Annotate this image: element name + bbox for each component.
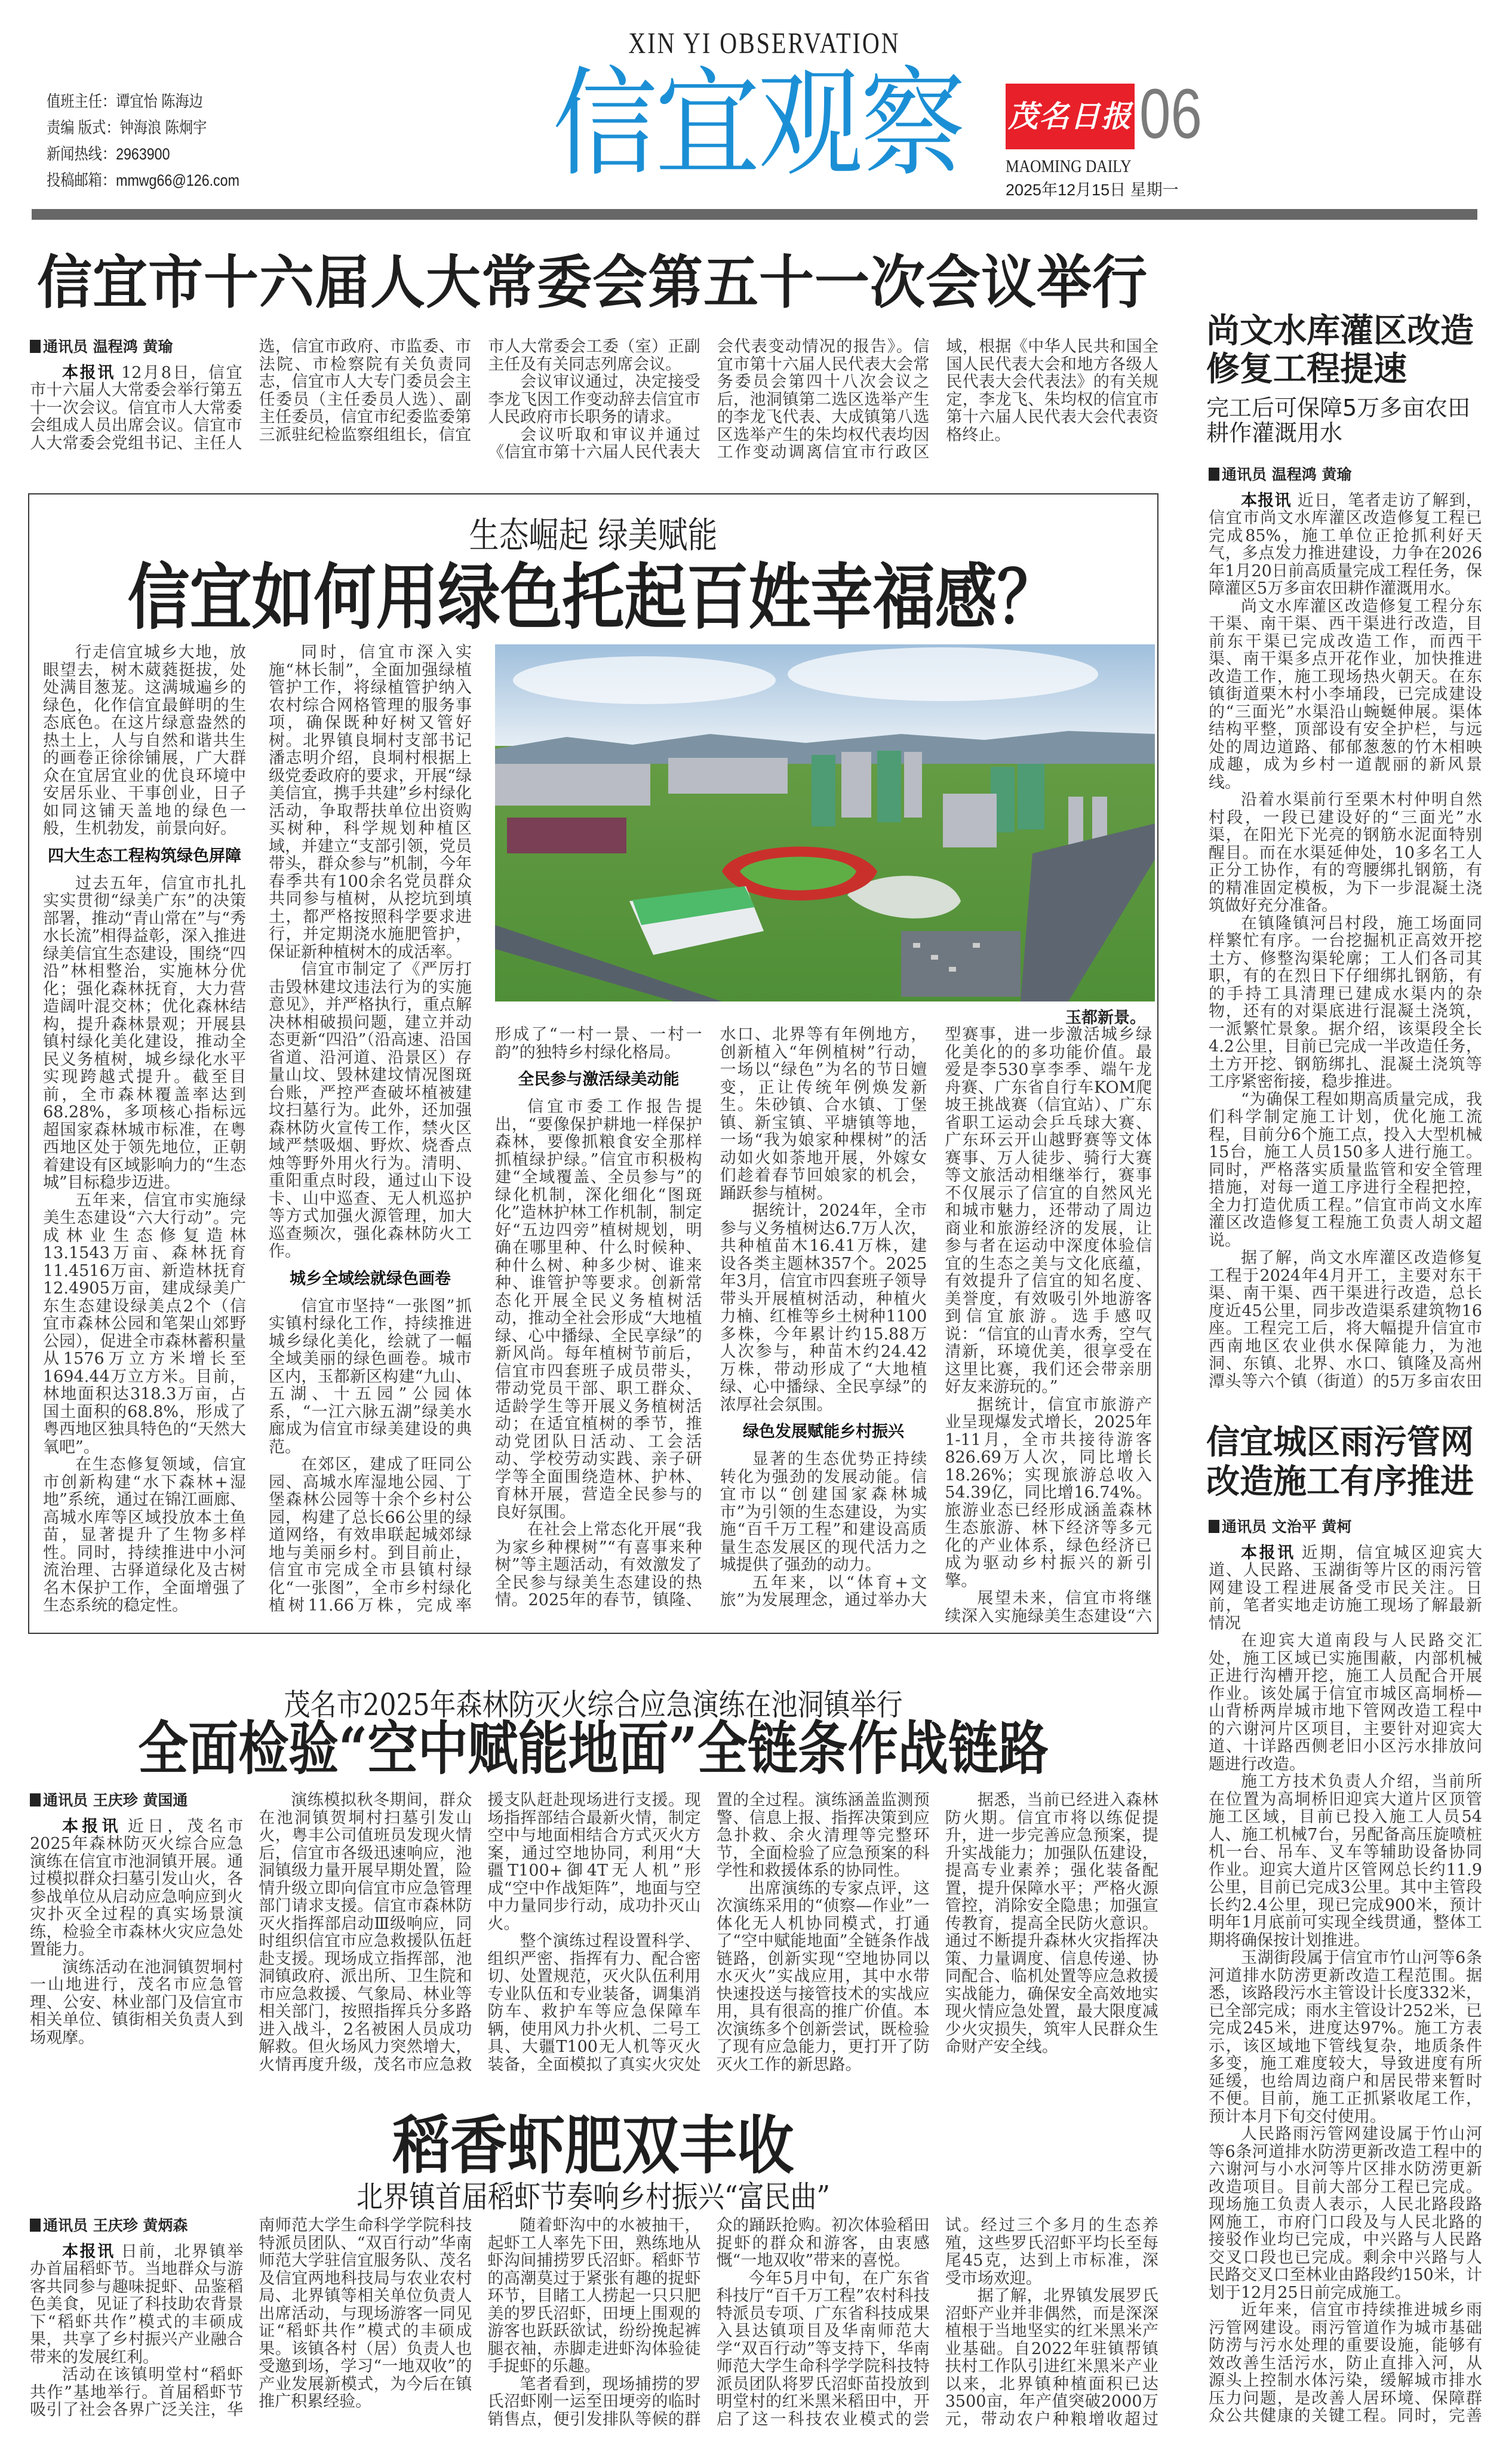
paragraph: [43, 1456, 246, 1615]
paragraph: [717, 1880, 930, 2074]
paragraph-text: 信宜市制定了《严厉打击毁林建坟违法行为的实施意见》，并严格执行，重点解决林相破损问题，建立并动态更新“四沿”（沿高速、沿国省道、沿河道、沿景区）存量山坟、毁林建坟情况图斑台账，严控严查破坏植被建坟扫墓行为。此外，还加强森林防火宣传工作，禁火区域严禁吸烟、野炊、烧香点烛等野外用火行为。清明、重阳重点时段，通过山下设卡、山中巡查、无人机巡护等方式加强火源管理，加大巡查频次，强化森林防火工作。: [269, 960, 472, 1261]
byline: 通讯员 王庆珍 黄炳森: [30, 2217, 243, 2235]
paragraph-text: 施工方技术负责人介绍，当前所在位置为高垌桥旧迎宾大道片区顶管施工区域，目前已投入施工人员54人、施工机械7台，另配备高压旋喷桩机一台、吊车、叉车等辅助设备协同作业。迎宾大道片区管网总长约11.9公里，目前已完成3公里。其中主管段长约2.4公里，现已完成900米，预计明年1月底前可实现全线贯通，整体工期将确保按计划推进。: [1209, 1772, 1482, 1950]
article-body: [30, 338, 1158, 463]
headline-shrimp: 稻香虾肥双丰收: [392, 2108, 794, 2183]
photo-yudu-new-scene: [495, 644, 1155, 1001]
paragraph: [487, 2217, 700, 2376]
aerial-city-photo: [495, 644, 1155, 1001]
paragraph-text: 过去五年，信宜市扎扎实实贯彻“绿美广东”的决策部署，推动“青山常在”与“秀水长流”相得益彰，深入推进绿美信宜生态建设，围绕“四沿”林相整治，实施林分优化；强化森林抚育，大力营造阔叶混交林；优化森林结构，提升森林景观；开展县镇村绿化美化建设，推动全民义务植树，城乡绿化水平实现跨越式提升。截至目前，全市森林覆盖率达到68.28%，多项核心指标远超国家森林城市标准，在粤西地区处于领先地位，正朝着建设有区域影响力的“生态城”目标稳步迈进。: [43, 874, 246, 1192]
paragraph: [43, 1192, 246, 1457]
article-body-firedrill: [30, 1792, 1158, 2077]
article-body-green-right: [495, 1026, 1152, 1626]
header-divider: [32, 209, 1477, 220]
article-body-green-left: [43, 644, 472, 1623]
paragraph-text: 显著的生态优势正持续转化为强劲的发展动能。信宜市以“创建国家森林城市”为引领的生态建设，为实施“百千万工程”和建设高质量生态发展区的现代活力之城提供了强劲的动力。: [720, 1450, 927, 1574]
paragraph-text: 信宜市坚持“一张图”抓实镇村绿化工作，持续推进城乡绿化美化，绘就了一幅全域美丽的绿色画卷。城市区内，玉都新区构建“九山、五湖、十五园”公园体系，“一江六脉五湖”绿美水廊成为信宜市绿美建设的典范。: [269, 1296, 472, 1457]
paragraph: [488, 373, 700, 426]
paragraph: [495, 1026, 702, 1061]
paragraph-text: 在社会上常态化开展“我为家乡种棵树”“有喜事来种树”等主题活动，有效激发了全民参与绿美生态建设的热情。2025年的春节，镇隆、水口、北界等有年例地方，创新植入“年例植树”行动，一场以“绿色”为名的节日嬗变，正让传统年例焕发新生。朱砂镇、合水镇、丁堡镇、新宝镇、平塘镇等地，一场“我为娘家种棵树”的活动如火如荼地开展，外嫁女们趁着春节回娘家的机会，踊跃参与植树。: [495, 1026, 927, 1609]
dateline-lead: 本报讯: [62, 2242, 115, 2261]
byline: 通讯员 温程鸿 黄瑜: [1209, 466, 1482, 484]
section-subheading: 全民参与激活绿美动能: [518, 1070, 680, 1089]
paragraph: [1209, 1632, 1482, 1773]
section-title: 信宜观察: [552, 55, 964, 193]
paragraph: [720, 1451, 927, 1574]
paragraph-text: 五年来，以“体育+文旅”为发展理念，通过举办大型赛事，进一步激活城乡绿化美化的的多功能价值。最爱是李530享李季、端午龙舟赛、广东省自行车KOM爬坡王挑战赛（信宜站）、广东省职工运动会乒乓球大赛、广东环云开山越野赛等文体赛事、万人徒步、骑行大赛等文旅活动相继举行，赛事不仅展示了信宜的自然风光和城市魅力，还带动了周边商业和旅游经济的发展，让参与者在运动中深度体验信宜的生态之美与文化底蕴，有效提升了信宜的知名度、美誉度，有效吸引外地游客到信宜旅游。选手感叹说：“信宜的山青水秀，空气清新，环境优美，很享受在这里比赛，我们还会带亲朋好友来游玩的。”: [720, 1026, 1152, 1609]
paragraph-text: 玉湖街段属于信宜市竹山河等6条河道排水防涝更新改造工程范围。据悉，该路段污水主管设计长度332米，已全部完成；雨水主管设计252米，已完成245米，进度达97%。施工方表示，该区域地下管线复杂，地质条件多变，施工难度较大，导致进度有所延缓，也给周边商户和居民带来暂时不便。目前，施工正抓紧收尾工作，预计本月下旬交付使用。: [1209, 1949, 1482, 2126]
paragraph: [43, 875, 246, 1192]
section-english-title: XIN YI OBSERVATION: [628, 26, 901, 60]
section-subheading: 绿色发展赋能乡村振兴: [742, 1423, 904, 1441]
paragraph: [1209, 1091, 1482, 1250]
paragraph-text: 五年来，信宜市实施绿美生态建设“六大行动”。完成林业生态修复造林13.1543万亩、森林抚育11.4516万亩、新造林抚育12.4905万亩，建成绿美广东生态建设绿美点2个（信宜市森林公园和笔架山郊野公园），促进全市森林蓄积量从1576万立方米增长至1694.44万立方米。目前，林地面积达318.3万亩，占国土面积的68.8%，形成了粤西地区独具特色的“天然大氧吧”。: [43, 1191, 246, 1457]
paragraph-text: 演练活动在池洞镇贺垌村一山地进行，茂名市应急管理、公安、林业部门及信宜市相关单位、镇街相关负责人到场观摩。: [30, 1958, 244, 2047]
paragraph: [269, 644, 472, 961]
paragraph-text: 近日，茂名市2025年森林防灭火综合应急演练在信宜市池洞镇开展。通过模拟群众扫墓引发山火，各参战单位从启动应急响应到火灾扑灭全过程的真实场景演练，检验全市森林火灾应急处置能力。: [30, 1817, 244, 1959]
paragraph: [1209, 1544, 1482, 1633]
paragraph: [269, 1298, 472, 1457]
paragraph: [1209, 598, 1482, 792]
staff-line: 责编 版式：钟海浪 陈炯宇: [47, 119, 207, 137]
dateline-lead: 本报讯: [1241, 1543, 1296, 1562]
paragraph-text: 12月8日，信宜市十六届人大常委会举行第五十一次会议。信宜市人大常委会组成人员出席会议。信宜市人大常委会党组书记、主任人选，信宜市政府、市监委、市法院、市检察院有关负责同志，信宜市人大专门委员会主任委员（主任委员人选）、副主任委员，信宜市纪委监委第三派驻纪检监察组组长，信宜市人大常委会工委（室）正副主任及有关同志列席会议。: [30, 338, 700, 453]
subheadline-reservoir: 完工后可保障5万多亩农田耕作灌溉用水: [1206, 395, 1471, 446]
paragraph-text: 人民路雨污管网建设属于竹山河等6条河道排水防涝更新改造工程中的六谢河与小水河等片区排水防涝更新改造项目。目前大部分工程已完成。现场施工负责人表示，人民北路段路网施工，市府门口段及与人民北路的接驳作业均已完成，中兴路与人民路交叉口段也已完成。剩余中兴路与人民路交叉口至林业由路段约150米，计划于12月25日前完成施工。: [1209, 2125, 1482, 2302]
paragraph-text: 信宜市委工作报告提出，“要像保护耕地一样保护森林，要像抓粮食安全那样抓植绿护绿。”信宜市积极构建“全域覆盖、全员参与”的绿化机制，深化细化“图斑化”造林护林工作机制，制定好“五边四旁”植树规划，明确在哪里种、什么时候种、种什么树、种多少树、谁来种、谁管护等要求。创新常态化开展全民义务植树活动，推动全社会形成“大地植绿、心中播绿、全民享绿”的新风尚。每年植树节前后，信宜市四套班子成员带头，带动党员干部、职工群众、适龄学生等开展义务植树活动；在适宜植树的季节，推动党团队日活动、工会活动、学校劳动实践、亲子研学等全面围绕造林、护林、育林开展，营造全民参与的良好氛围。: [495, 1098, 702, 1522]
section-subheading: 城乡全域绘就绿色画卷: [290, 1269, 451, 1288]
paragraph: [720, 1202, 927, 1414]
kicker-firedrill: 茂名市2025年森林防灭火综合应急演练在池洞镇举行: [284, 1687, 903, 1723]
paragraph-text: 会议审议通过，决定接受李龙飞因工作变动辞去信宜市人民政府市长职务的请求。: [488, 373, 700, 426]
staff-line: 新闻热线：2963900: [47, 145, 170, 163]
article-body-shrimp: [30, 2217, 1158, 2431]
byline: 通讯员 王庆珍 黄国通: [30, 1792, 243, 1809]
paragraph-text: 据统计，信宜市旅游产业呈现爆发式增长，2025年1-11月，全市共接待游客826.69万人次，同比增长18.26%；实现旅游总收入54.39亿，同比增16.74%。旅游业态已经形成涵盖森林生态旅游、林下经济等多元化的产业体系，绿色经济已成为驱动乡村振兴的新引擎。: [945, 1395, 1152, 1590]
paragraph-text: 笔者看到，现场捕捞的罗氏沼虾刚一运至田埂旁的临时销售点，便引发排队等候的群众的踊跃抢购。初次体验稻田捉虾的群众和游客，由衷感慨“一地双收”带来的喜悦。: [487, 2217, 930, 2429]
issue-date: 2025年12月15日 星期一: [1006, 181, 1179, 199]
headline-reservoir: 尚文水库灌区改造修复工程提速: [1206, 311, 1474, 389]
paragraph: [43, 644, 246, 838]
paragraph-text: 活动在该镇明堂村“稻虾共作”基地举行。首届稻虾节吸引了社会各界广泛关注，华南师范大学生命科学学院科技特派员团队、“双百行动”华南师范大学驻信宜服务队、茂名及信宜两地科技局与农业农村局、北界镇等相关单位负责人出席活动，与现场游客一同见证“稻虾共作”模式的丰硕成果。该镇各村（居）负责人也受邀到场，学习“一地双收”的产业发展新模式，为今后在镇推广积累经验。: [30, 2217, 472, 2419]
paragraph-text: 据统计，2024年，全市参与义务植树达6.7万人次，共种植苗木16.41万株，建设各类主题林357个。2025年3月，信宜市四套班子领导带头开展植树活动，种植火力楠、红椎等乡土树种1100多株，今年累计约15.88万人次参与，种苗木约24.42万株，带动形成了“大地植绿、心中播绿、全民享绿”的浓厚社会氛围。: [720, 1202, 927, 1414]
paragraph-text: 在迎宾大道南段与人民路交汇处，施工区域已实施围蔽，内部机械正进行沟槽开挖，施工人员配合开展作业。该处属于信宜市城区高垌桥—山背桥两岸城市地下管网改造工程中的六谢河片区项目，主要针对迎宾大道、十详路西侧老旧小区污水排放问题进行改造。: [1209, 1632, 1482, 1774]
paragraph-text: 据悉，当前已经进入森林防火期。信宜市将以练促提升，进一步完善应急预案，提升实战能力；加强队伍建设，提高专业素养；强化装备配置，提升保障水平；严格火源管控，消除安全隐患；加强宣传教育，提高全民防火意识。通过不断提升森林火灾指挥决策、力量调度、信息传递、协同配合、临机处置等应急救援实战能力，确保安全高效地实现火情应急处置，最大限度减少火灾损失，筑牢人民群众生命财产安全线。: [945, 1792, 1158, 2056]
article-congress: [30, 338, 1158, 463]
paragraph: [1209, 791, 1482, 915]
headline-firedrill: 全面检验“空中赋能地面”全链条作战链路: [138, 1714, 1049, 1783]
paragraph: [269, 961, 472, 1261]
staff-credits: [47, 88, 239, 193]
photo-caption: 玉都新景。: [1065, 1009, 1146, 1027]
staff-line: 投稿邮箱：mmwg66@126.com: [47, 171, 239, 189]
paragraph: [1209, 1949, 1482, 2125]
paragraph-text: 近期，信宜城区迎宾大道、人民路、玉湖街等片区的雨污管网建设工程进展备受市民关注。日前，笔者实地走访施工现场了解最新情况: [1209, 1543, 1482, 1633]
paragraph-text: 日前，北界镇举办首届稻虾节。当地群众与游客共同参与趣味捉虾、品鉴稻色美食，见证了科技助农背景下“稻虾共作”模式的丰硕成果，共享了乡村振兴产业融合带来的发展红利。: [30, 2242, 244, 2367]
paragraph: [495, 1098, 702, 1521]
staff-line: 值班主任：谭宜怡 陈海边: [47, 93, 203, 110]
page-number: 06: [1139, 75, 1203, 153]
kicker-green: 生态崛起 绿美赋能: [469, 515, 718, 557]
headline-congress: 信宜市十六届人大常委会第五十一次会议举行: [37, 248, 1148, 317]
article-body-pipes: [1209, 1518, 1482, 2431]
byline: 通讯员 文治平 黄柯: [1209, 1518, 1482, 1536]
paragraph-text: 会议听取和审议并通过《信宜市第十六届人民代表大会代表变动情况的报告》。信宜市第十六届人民代表大会常务委员会第四十八次会议之后，池洞镇第二选区选举产生的李龙飞代表、大成镇第八选区选举产生的朱均权代表均因工作变动调离信宜市行政区域，根据《中华人民共和国全国人民代表大会和地方各级人民代表大会代表法》的有关规定，李龙飞、朱均权的信宜市第十六届人民代表大会代表资格终止。: [488, 338, 1158, 462]
paragraph: [945, 1792, 1158, 2056]
paragraph: [30, 1959, 243, 2047]
paragraph-text: 随着虾沟中的水被抽干，起虾工人率先下田，熟练地从虾沟间捕捞罗氏沼虾。稻虾节的高潮莫过于紧张有趣的捉虾环节，目睹工人捞起一只只肥美的罗氏沼虾，田埂上围观的游客也跃跃欲试，纷纷挽起裤腿衣袖，赤脚走进虾沟体验徒手捉虾的乐趣。: [487, 2217, 701, 2376]
paragraph-text: 出席演练的专家点评，这次演练采用的“侦察—作业”一体化无人机协同模式，打通了“空中赋能地面”全链条作战链路，创新实现“空地协同以水灭火”实战应用，其中水带快速投送与接管技术的实战应用，具有很高的推广价值。本次演练多个创新尝试，既检验了现有应急能力，更打开了防灭火工作的新思路。: [716, 1879, 930, 2074]
paragraph-text: 沿着水渠前行至栗木村仲明自然村段，一段已建设好的“三面光”水渠，在阳光下光亮的钢筋水泥面特别醒目。而在水渠延伸处，10多名工人正分工协作，有的弯腰绑扎钢筋，有的精准固定模板，为下一步混凝土浇筑做好充分准备。: [1209, 791, 1482, 915]
paragraph: [945, 1396, 1152, 1590]
paragraph-text: “为确保工程如期高质量完成，我们科学制定施工计划，优化施工流程，目前分6个施工点，投入大型机械15台，施工人员150多人进行施工。同时，严格落实质量监管和安全管理措施，对每一道工序进行全程把控，全力打造优质工程。”信宜市尚文水库灌区改造修复工程施工负责人胡文超说。: [1209, 1090, 1482, 1250]
headline-green: 信宜如何用绿色托起百姓幸福感？: [127, 554, 1059, 640]
paragraph-text: 同时，信宜市深入实施“林长制”，全面加强绿植管护工作，将绿植管护纳入农村综合网格管理的服务事项，确保既种好树又管好树。北界镇良垌村支部书记潘志明介绍，良垌村根据上级党委政府的要求，开展“绿美信宜，携手共建”乡村绿化活动，争取帮扶单位出资购买树种，科学规划种植区域，并建立“支部引领，党员带头，群众参与”机制，今年春季共有100余名党员群众共同参与植树，从挖坑到填土，都严格按照科学要求进行，并定期浇水施肥管护，保证新种植树木的成活率。: [269, 644, 472, 961]
paragraph: [30, 2243, 243, 2367]
newspaper-logo: 茂名日报: [1006, 84, 1135, 149]
paragraph-text: 近年来，信宜市持续推进城乡雨污管网建设。雨污管道作为城市基础防涝与污水处理的重要设施，能够有效改善生活污水，防止直排入河，从源头上控制水体污染，缓解城市排水压力问题，是改善人居环境、保障群众公共健康的关键工程。同时，完善: [1209, 2301, 1482, 2425]
dateline-lead: 本报讯: [1241, 491, 1292, 510]
paragraph-text: 演练模拟秋冬期间，群众在池洞镇贺垌村扫墓引发山火，粤丰公司值班员发现火情后，信宜市各级迅速响应，池洞镇级力量开展早期处置，险情升级立即向信宜市应急管理部门请求支援。信宜市森林防灭火指挥部启动Ⅲ级响应，同时组织信宜市应急救援队伍赶赴支援。现场成立指挥部，池洞镇政府、派出所、卫生院和市应急救援、气象局、林业等相关部门，按照指挥兵分多路进入战斗，2名被困人员成功解救。但火场风力突然增大，火情再度升级，茂名市应急救援支队赶赴现场进行支援。现场指挥部结合最新火情，制定空中与地面相结合方式灭火方案，通过空地协同，利用“大疆T100+御4T无人机”形成“空中作战矩阵”，地面与空中力量同步行动，成功扑灭山火。: [259, 1792, 701, 2074]
paragraph-text: 展望未来，信宜市将继续深入实施绿美生态建设“六: [945, 1589, 1152, 1626]
article-body-reservoir: [1209, 466, 1482, 1403]
headline-pipes: 信宜城区雨污管网改造施工有序推进: [1206, 1423, 1474, 1501]
paragraph-text: 在生态修复领域，信宜市创新构建“水下森林+湿地”系统，通过在锦江画廊、高城水库等区域投放本土鱼苗，显著提升了生物多样性。同时，持续推进中小河流治理、古驿道绿化及古树名木保护工作，全面增强了生态系统的稳定性。: [43, 1455, 246, 1615]
newspaper-english-name: MAOMING DAILY: [1006, 156, 1132, 176]
paragraph-text: 在郊区，建成了旺同公园、高城水库湿地公园、丁堡森林公园等十余个乡村公园，构建了总长66公里的绿道网络，有效串联起城郊绿地与美丽乡村。到目前止，信宜市完成全市县镇村绿化“一张图”，全市乡村绿化植树11.66万株，完成率: [269, 1455, 472, 1615]
section-subheading: 四大生态工程构筑绿色屏障: [48, 846, 241, 865]
paragraph: [1209, 2125, 1482, 2302]
paragraph: [1209, 915, 1482, 1091]
paragraph-text: 行走信宜城乡大地，放眼望去，树木葳蕤挺拔，处处满目葱茏。这满城遍乡的绿色，化作信宜最鲜明的生态底色。在这片绿意盎然的热土上，人与自然和谐共生的画卷正徐徐铺展，广大群众在宜居宜业的优良环境中安居乐业、干事创业，日子如同这铺天盖地的绿色一般，生机勃发，前景向好。: [43, 644, 246, 838]
dateline-lead: 本报讯: [62, 1817, 122, 1836]
byline: 通讯员 温程鸿 黄瑜: [30, 338, 242, 356]
dateline-lead: 本报讯: [62, 363, 116, 382]
paragraph-text: 形成了“一村一景、一村一韵”的独特乡村绿化格局。: [495, 1026, 702, 1062]
paragraph-text: 在镇隆镇河吕村段，施工场面同样繁忙有序。一台挖掘机正高效开挖土方、修整沟渠轮廓；工人们各司其职，有的在烈日下仔细绑扎钢筋，有的手持工具清理已建成水渠内的杂物，还有的对渠底进行混凝土浇筑，一派繁忙景象。据介绍，该渠段全长4.2公里，目前已完成一半改造任务，土方开挖、钢筋绑扎、混凝土浇筑等工序紧密衔接，稳步推进。: [1209, 914, 1482, 1091]
paragraph-text: 近日，笔者走访了解到，信宜市尚文水库灌区改造修复工程已完成85%，施工单位正抢抓利好天气，多点发力推进建设，力争在2026年1月20日前高质量完成工程任务，保障灌区5万多亩农田耕作灌溉用水。: [1209, 491, 1482, 598]
paragraph: [1209, 492, 1482, 598]
paragraph-text: 据了解，尚文水库灌区改造修复工程于2024年4月开工，主要对东干渠、南干渠、西干渠进行改造，总长度近45公里，同步改造渠系建筑物16座。工程完工后，将大幅提升信宜市西南地区农业供水保障能力，为池洞、东镇、北界、水口、镇隆及高州潭头等六个镇（街道）的5万多亩农田: [1209, 1249, 1482, 1391]
paragraph: [1209, 1773, 1482, 1949]
paragraph-text: 尚文水库灌区改造修复工程分东干渠、南干渠、西干渠进行改造，目前东干渠已完成改造工作，而西干渠、南干渠多点开花作业，加快推进改造工作，施工现场热火朝天。在东镇街道栗木村小李埇段，已完成建设的“三面光”水渠沿山蜿蜒伸展。渠体结构平整，顶部设有安全护栏，与远处的周边道路、郁郁葱葱的竹木相映成趣，成为乡村一道靓丽的新风景线。: [1209, 597, 1482, 792]
subheadline-shrimp: 北界镇首届稻虾节奏响乡村振兴“富民曲”: [356, 2179, 830, 2215]
paragraph-text: 据了解，北界镇发展罗氏沼虾产业并非偶然，而是深深植根于当地坚实的红米黑米产业基础。自2022年驻镇帮镇扶村工作队引进红米黑米产业以来，北界镇种植面积已达3500亩，年产值突破2000万元，带动农户种粮增收超过: [945, 2287, 1158, 2429]
paragraph-text: 今年5月中旬，在广东省科技厅“百千万工程”农村科技特派员专项、广东省科技成果入县达镇项目及华南师范大学“双百行动”等支持下，华南师范大学生命科学学院科技特派员团队将罗氏沼虾苗投放到明堂村的红米黑米稻田中，开启了这一科技农业模式的尝试。经过三个多月的生态养殖，这些罗氏沼虾平均长至每尾45克，达到上市标准，深受市场欢迎。: [716, 2217, 1158, 2429]
paragraph: [30, 1818, 243, 1959]
paragraph-text: 整个演练过程设置科学、组织严密、指挥有力、配合密切、处置规范，灭火队伍利用专业队伍和专业装备，调集消防车、救护车等应急保障车辆，使用风力扑火机、二号工具、大疆T100无人机等灭火装备，全面模拟了真实火灾处置的全过程。演练涵盖监测预警、信息上报、指挥决策到应急扑救、余火清理等完整环节，全面检验了应急预案的科学性和救援体系的协同性。: [487, 1792, 930, 2074]
